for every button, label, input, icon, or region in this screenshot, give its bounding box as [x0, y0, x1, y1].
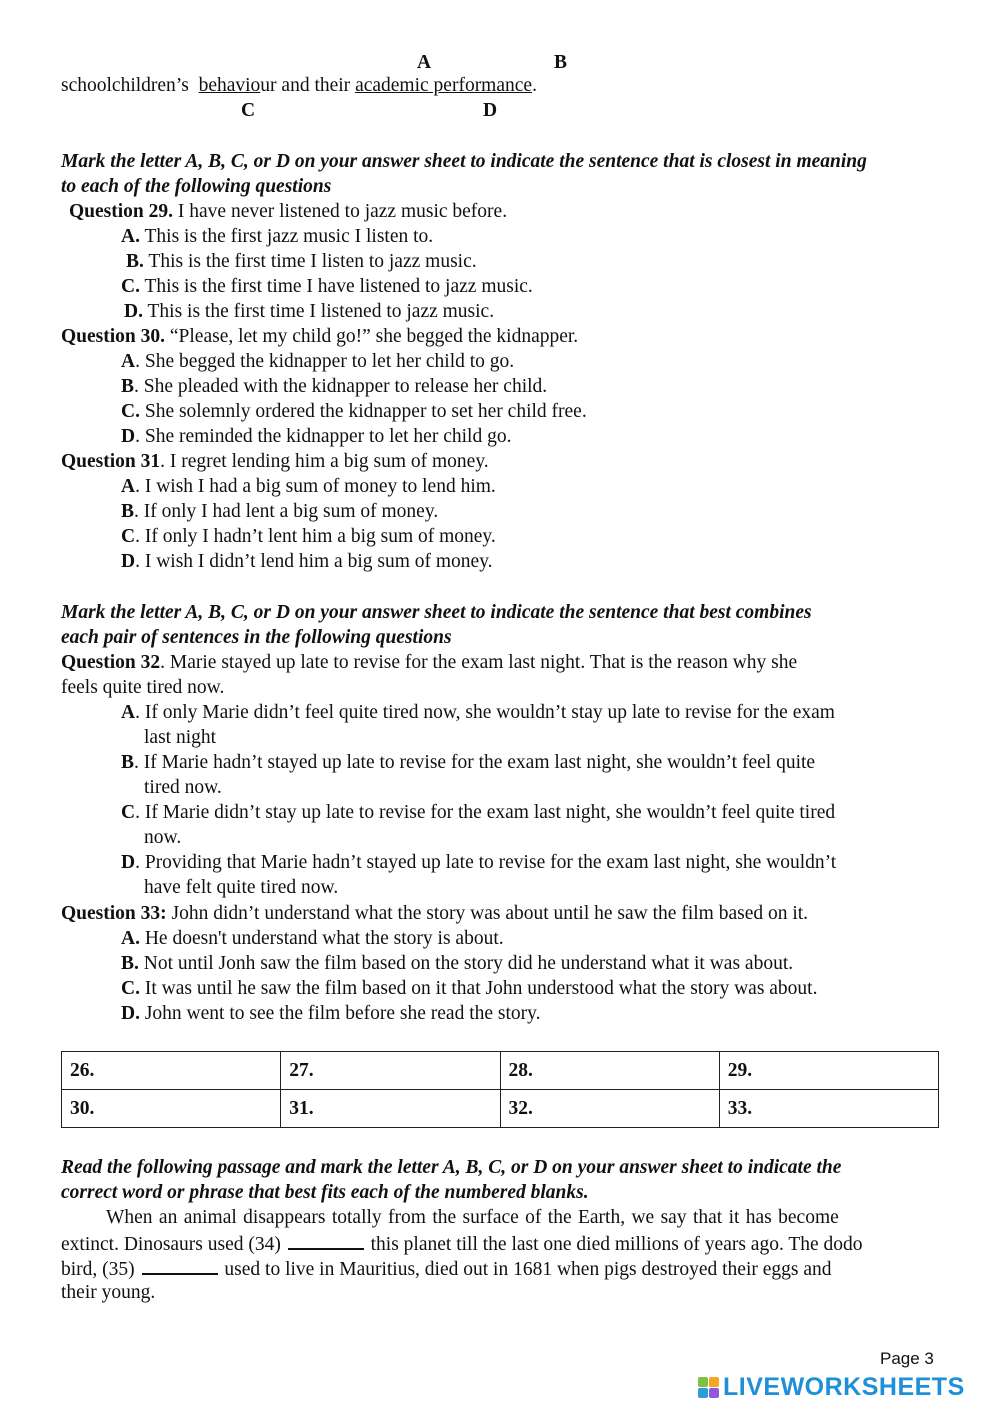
intro-sentence: [61, 73, 537, 98]
option-letter: A: [121, 476, 136, 497]
option-letter: B: [121, 501, 135, 522]
passage-text: used to live in Mauritius, died out in 1681 when pigs destroyed their eggs and: [219, 1259, 832, 1280]
q30-option-b[interactable]: [121, 374, 547, 399]
option-letter: B: [121, 752, 135, 773]
q31-option-d[interactable]: [121, 549, 493, 574]
option-text: . She begged the kidnapper to let her child to go.: [135, 351, 515, 372]
answer-cell[interactable]: 31.: [281, 1090, 500, 1128]
answer-cell[interactable]: 27.: [281, 1052, 500, 1090]
question-32-text-cont: feels quite tired now.: [61, 677, 225, 698]
option-letter: C: [121, 526, 136, 547]
question-30-text: “Please, let my child go!” she begged the kidnapper.: [165, 326, 579, 347]
q32-option-d[interactable]: [121, 850, 836, 875]
option-letter: D.: [121, 1003, 140, 1024]
question-29: [69, 199, 507, 224]
q33-option-c[interactable]: [121, 976, 817, 1001]
blank-35[interactable]: [142, 1255, 218, 1275]
question-30: [61, 324, 578, 349]
option-letter: C: [121, 802, 136, 823]
option-letter: A: [121, 351, 136, 372]
q29-option-d[interactable]: [124, 299, 494, 324]
letter-b-label: B: [554, 52, 568, 73]
option-letter: B: [121, 376, 135, 397]
answer-cell[interactable]: 26.: [62, 1052, 281, 1090]
q30-option-a[interactable]: [121, 349, 514, 374]
q29-option-a[interactable]: [121, 224, 433, 249]
passage-line-3: [61, 1255, 832, 1282]
q33-option-d[interactable]: [121, 1001, 541, 1026]
table-row: [62, 1052, 939, 1090]
q30-option-c[interactable]: [121, 399, 587, 424]
underlined-d: academic performance: [355, 75, 533, 96]
option-text: Not until Jonh saw the film based on the story did he understand what it was about.: [138, 953, 794, 974]
passage-text: this planet till the last one died millions of years ago. The dodo: [365, 1234, 863, 1255]
option-text: . Providing that Marie hadn’t stayed up late to revise for the exam last night, she wouldn’t: [135, 852, 837, 873]
section3-instruction-line1: Read the following passage and mark the letter A, B, C, or D on your answer sheet to indicate the: [61, 1157, 842, 1178]
letter-d-label: D: [483, 100, 498, 121]
answer-cell[interactable]: 29.: [719, 1052, 938, 1090]
option-letter: B.: [126, 251, 144, 272]
option-text: This is the first time I listen to jazz music.: [143, 251, 477, 272]
section3-instruction-line2: correct word or phrase that best fits each of the numbered blanks.: [61, 1182, 589, 1203]
option-text: He doesn't understand what the story is about.: [139, 928, 504, 949]
q32-option-b[interactable]: [121, 750, 815, 775]
option-text: . I wish I had a big sum of money to lend him.: [135, 476, 496, 497]
option-letter: A: [121, 702, 136, 723]
q31-option-c[interactable]: [121, 524, 496, 549]
question-33-label: Question 33:: [61, 903, 167, 924]
question-29-text: I have never listened to jazz music before.: [173, 201, 508, 222]
option-letter: D: [121, 426, 136, 447]
passage-text: bird, (35): [61, 1259, 140, 1280]
answer-table: [61, 1051, 939, 1128]
option-text: . She pleaded with the kidnapper to release her child.: [134, 376, 548, 397]
option-text: . If only I hadn’t lent him a big sum of money.: [135, 526, 496, 547]
option-text: It was until he saw the film based on it that John understood what the story was about.: [139, 978, 818, 999]
q29-option-b[interactable]: [126, 249, 477, 274]
underlined-c: behavio: [198, 75, 261, 96]
option-text: . I wish I didn’t lend him a big sum of money.: [135, 551, 493, 572]
answer-cell[interactable]: 33.: [719, 1090, 938, 1128]
option-letter: D.: [124, 301, 143, 322]
passage-line-2: [61, 1230, 863, 1257]
question-29-label: Question 29.: [69, 201, 174, 222]
blank-34[interactable]: [288, 1230, 364, 1250]
option-letter: C.: [121, 978, 140, 999]
letter-a-label: A: [417, 52, 432, 73]
section2-instruction-line2: each pair of sentences in the following questions: [61, 627, 452, 648]
option-letter: D: [121, 852, 136, 873]
page-number: Page 3: [880, 1349, 934, 1368]
option-letter: B.: [121, 953, 139, 974]
question-33-text: John didn’t understand what the story was about until he saw the film based on it.: [166, 903, 809, 924]
option-text: . She reminded the kidnapper to let her child go.: [135, 426, 512, 447]
question-32-text: . Marie stayed up late to revise for the exam last night. That is the reason why she: [160, 652, 798, 673]
q32-option-a[interactable]: [121, 700, 835, 725]
answer-cell[interactable]: 28.: [500, 1052, 719, 1090]
question-31-label: Question 31: [61, 451, 161, 472]
intro-end: .: [532, 75, 537, 96]
q32-option-a-cont: last night: [144, 727, 217, 748]
q33-option-a[interactable]: [121, 926, 504, 951]
q32-option-c[interactable]: [121, 800, 835, 825]
option-letter: D: [121, 551, 136, 572]
logo-text: LIVEWORKSHEETS: [723, 1373, 965, 1401]
option-text: This is the first time I listened to jazz music.: [142, 301, 495, 322]
intro-middle: ur and their: [260, 75, 351, 96]
section1-instruction-line2: to each of the following questions: [61, 176, 332, 197]
option-text: . If only I had lent a big sum of money.: [134, 501, 439, 522]
option-text: . If only Marie didn’t feel quite tired now, she wouldn’t stay up late to revise for the exam: [135, 702, 835, 723]
section2-instruction-line1: Mark the letter A, B, C, or D on your answer sheet to indicate the sentence that best combines: [61, 602, 812, 623]
option-text: . If Marie hadn’t stayed up late to revise for the exam last night, she wouldn’t feel quite: [134, 752, 816, 773]
q29-option-c[interactable]: [121, 274, 533, 299]
section1-instruction-line1: Mark the letter A, B, C, or D on your answer sheet to indicate the sentence that is closest in meaning: [61, 151, 867, 172]
answer-cell[interactable]: 30.: [62, 1090, 281, 1128]
question-31-text: . I regret lending him a big sum of money.: [160, 451, 489, 472]
q31-option-a[interactable]: [121, 474, 496, 499]
option-text: She solemnly ordered the kidnapper to set her child free.: [139, 401, 587, 422]
option-text: . If Marie didn’t stay up late to revise for the exam last night, she wouldn’t feel quite tired: [135, 802, 836, 823]
logo-grid-icon: [698, 1377, 719, 1398]
question-32: [61, 650, 797, 675]
option-letter: C.: [121, 401, 140, 422]
q31-option-b[interactable]: [121, 499, 438, 524]
passage-line-1: When an animal disappears totally from the surface of the Earth, we say that it has become: [106, 1207, 839, 1228]
q33-option-b[interactable]: [121, 951, 793, 976]
question-30-label: Question 30.: [61, 326, 166, 347]
table-row: [62, 1090, 939, 1128]
letter-c-label: C: [241, 100, 256, 121]
option-letter: A.: [121, 226, 140, 247]
q32-option-b-cont: tired now.: [144, 777, 222, 798]
passage-line-4: their young.: [61, 1282, 156, 1303]
q30-option-d[interactable]: [121, 424, 511, 449]
answer-cell[interactable]: 32.: [500, 1090, 719, 1128]
question-32-label: Question 32: [61, 652, 161, 673]
option-letter: A.: [121, 928, 140, 949]
question-31: [61, 449, 489, 474]
liveworksheets-logo: [698, 1375, 965, 1400]
question-33: [61, 901, 808, 926]
option-text: This is the first jazz music I listen to.: [139, 226, 434, 247]
q32-option-c-cont: now.: [144, 827, 182, 848]
q32-option-d-cont: have felt quite tired now.: [144, 877, 339, 898]
passage-text: extinct. Dinosaurs used (34): [61, 1234, 286, 1255]
option-text: This is the first time I have listened to jazz music.: [139, 276, 533, 297]
option-text: John went to see the film before she read the story.: [139, 1003, 541, 1024]
option-letter: C.: [121, 276, 140, 297]
intro-start: schoolchildren’s: [61, 75, 189, 96]
